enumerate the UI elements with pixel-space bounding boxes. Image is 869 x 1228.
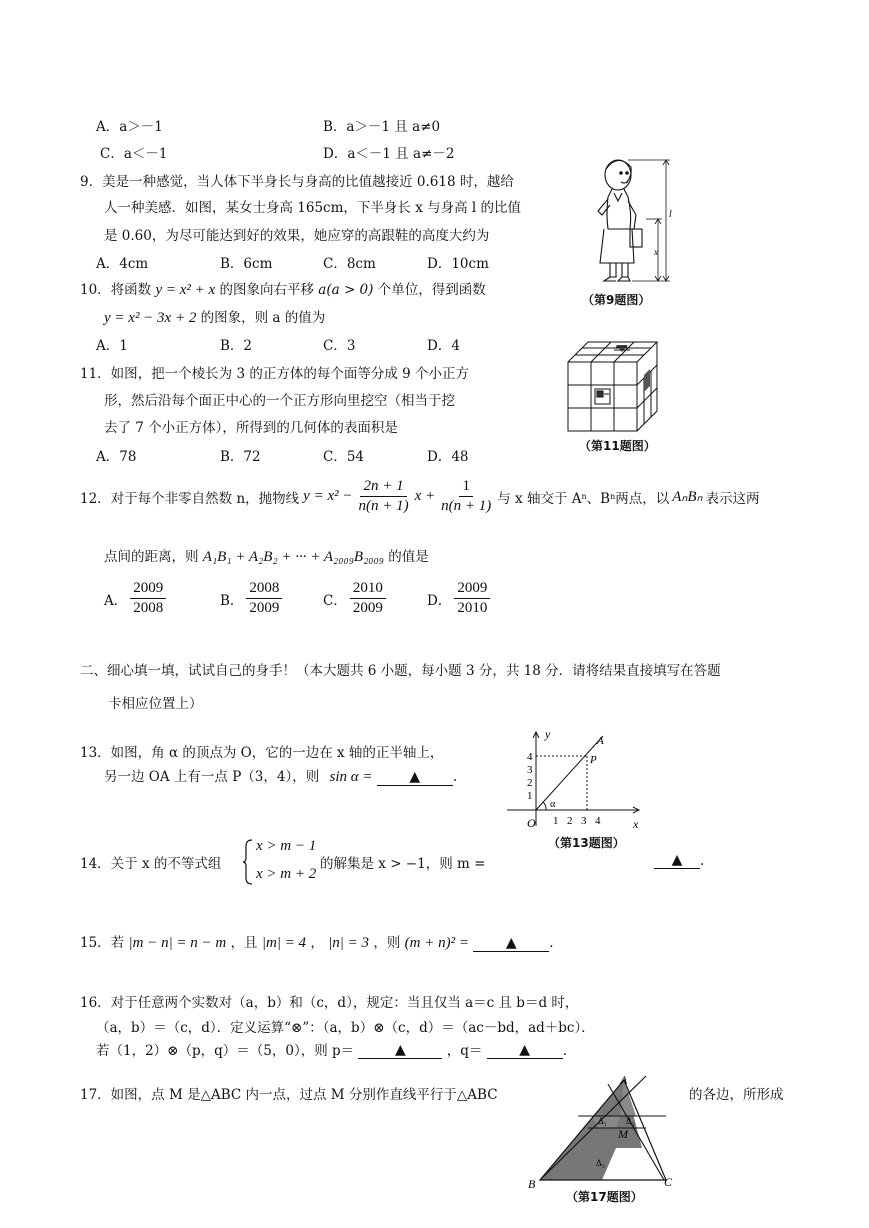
q13-tick-y4: 4	[527, 751, 533, 763]
q16-line2: （a，b）＝（c，d）．定义运算“⊗”：（a，b）⊗（c，d）＝（ac－bd，ad＋bc）．	[96, 1020, 595, 1036]
q16-q-blank-marker: ▲	[519, 1042, 531, 1058]
q11-line2: 形，然后沿每个面正中心的一个正方形向里挖空（相当于挖	[104, 393, 455, 409]
q17-label-a: A	[620, 1073, 628, 1087]
q12-option-d-label: D．	[427, 592, 452, 609]
q13-axis-y: y	[545, 728, 551, 741]
q13-line2: 另一边 OA 上有一点 P（3，4），则 sin α = ▲ .	[104, 769, 458, 785]
q17-line1-a: 17．如图，点 M 是△ABC 内一点，过点 M 分别作直线平行于△ABC	[80, 1087, 498, 1103]
q15-expr1: |m − n| = n − m	[128, 935, 227, 951]
q10-option-b: B．2	[220, 338, 253, 354]
q17-label-t1: Δ₁	[598, 1116, 607, 1126]
q12-expr-b: x +	[414, 488, 436, 504]
q11-line3: 去了 7 个小正方体），所得到的几何体的表面积是	[104, 420, 398, 436]
q11-option-a: A．78	[96, 449, 137, 465]
q9-label-x: x	[654, 247, 658, 257]
q12-option-c-num: 2010	[350, 580, 386, 599]
q13-answer-blank[interactable]	[377, 769, 453, 786]
q14-tail: 的解集是 x > −1，则 m =	[320, 856, 486, 872]
section2-heading: 二、细心填一填，试试自己的身手！（本大题共 6 小题，每小题 3 分，共 18 分．请将结果直接填写在答题	[80, 663, 721, 679]
q13-caption: （第13题图）	[548, 836, 625, 850]
q10-func1: y = x² + x	[155, 282, 216, 298]
q12-option-c-label: C．	[323, 592, 347, 609]
q12-line2	[104, 545, 429, 566]
q16-p-blank-marker: ▲	[395, 1042, 406, 1058]
q10-line1-c: 的图象向右平移	[219, 282, 314, 298]
q10-shift: a(a > 0)	[318, 282, 374, 298]
q13-tick-x2: 2	[567, 815, 573, 827]
q13-line2-a: 另一边 OA 上有一点 P（3，4），则	[104, 769, 320, 785]
q9-option-a: A．4cm	[96, 256, 149, 272]
q12-frac1-num: 2n + 1	[360, 478, 406, 497]
q12-option-c	[323, 580, 389, 617]
q13-line1: 13．如图，角 α 的顶点为 O，它的一边在 x 轴的正半轴上，	[80, 745, 444, 761]
q13-coordinate-figure	[505, 728, 645, 834]
q10-option-d: D．4	[427, 338, 460, 354]
q12-line2-c: 的值是	[388, 549, 429, 565]
q16-line3-a: 若（1，2）⊗（p，q）＝（5，0），则 p＝	[96, 1043, 355, 1059]
q12-frac2-num: 1	[459, 478, 473, 497]
q10-line2-b: 的图象，则 a 的值为	[200, 310, 326, 326]
q9-label-l: l	[669, 209, 672, 220]
q13-tick-y1: 1	[527, 790, 533, 802]
q13-sin-expr: sin α =	[329, 769, 373, 785]
q12-expr-a: y = x² −	[303, 488, 353, 504]
q16-line3-b: ，q＝	[446, 1043, 483, 1059]
q12-tail-c: 两点，以	[615, 490, 670, 507]
q14-row2: x > m + 2	[256, 866, 317, 882]
q11-option-d: D．48	[427, 449, 469, 465]
q12-option-b	[220, 580, 285, 617]
q13-tick-y3: 3	[527, 764, 533, 776]
q12-line2-a: 点间的距离，则	[104, 549, 199, 565]
q11-option-b: B．72	[220, 449, 261, 465]
q12-tail-a: 与 x 轴交于 A	[497, 490, 582, 507]
q13-label-p: P	[590, 754, 597, 766]
q17-caption: （第17题图）	[566, 1190, 643, 1204]
q14-brace	[242, 838, 254, 886]
q12-option-d	[427, 580, 493, 617]
q17-label-c: C	[664, 1175, 673, 1189]
q9-line1: 9．美是一种感觉，当人体下半身长与身高的比值越接近 0.618 时，越给	[80, 174, 514, 190]
q12-tail-e: 表示这两	[705, 490, 760, 507]
q8-option-d: D．a＜－1 且 a≠－2	[323, 146, 455, 162]
q12-option-a	[104, 580, 169, 617]
q9-caption: （第9题图）	[582, 293, 651, 307]
q15-line: 15．若 |m − n| = n − m ，且 |m| = 4 ， |n| = 3 ，则 (m + n)² = ▲ .	[80, 935, 554, 951]
q15-lead: 15．若	[80, 935, 125, 951]
q10-option-a: A．1	[96, 338, 128, 354]
q10-line1-e: 个单位，得到函数	[377, 282, 486, 298]
q14-row1: x > m − 1	[256, 838, 317, 854]
q11-option-c: C．54	[323, 449, 365, 465]
q11-caption: （第11题图）	[579, 439, 656, 453]
q10-line1-a: 10．将函数	[80, 282, 152, 298]
q17-label-t3: Δ₃	[596, 1158, 605, 1168]
q9-woman-figure	[588, 155, 680, 289]
q12-option-a-label: A．	[104, 592, 128, 609]
q9-option-b: B．6cm	[220, 256, 273, 272]
q16-p-blank[interactable]	[358, 1042, 442, 1059]
q14-answer: ▲ .	[654, 852, 704, 869]
q8-option-c: C．a＜－1	[100, 146, 168, 162]
q12-lead: 12．对于每个非零自然数 n，抛物线	[80, 490, 300, 507]
q15-expr2: |m| = 4	[261, 935, 307, 951]
q12-option-a-den: 2008	[133, 600, 164, 616]
q15-mid2: ，	[310, 935, 324, 951]
section2-heading-cont: 卡相应位置上）	[108, 696, 203, 712]
q12-option-c-den: 2009	[352, 600, 383, 616]
q11-line1: 11．如图，把一个棱长为 3 的正方体的每个面等分成 9 个小正方	[80, 366, 470, 382]
q17-triangle-figure	[526, 1070, 682, 1192]
q13-tick-y2: 2	[527, 777, 533, 789]
q10-line1	[80, 278, 486, 299]
q17-label-t2: Δ₂	[626, 1116, 635, 1126]
q12-fraction-1	[355, 478, 411, 515]
q9-line3: 是 0.60，为尽可能达到好的效果，她应穿的高跟鞋的高度大约为	[104, 228, 490, 244]
q13-label-alpha: α	[550, 799, 556, 810]
q15-expr3: |n| = 3	[328, 935, 370, 951]
q15-expr4: (m + n)² =	[404, 935, 469, 951]
q12-sum-expr: A₁B₁ + A₂B₂ + ··· + A₂₀₀₉B₂₀₀₉	[202, 549, 384, 565]
q14-lead: 14．关于 x 的不等式组	[80, 856, 222, 872]
q12-fraction-2	[438, 478, 494, 515]
q12-option-b-label: B．	[220, 592, 244, 609]
q16-line3: 若（1，2）⊗（p，q）＝（5，0），则 p＝ ▲ ，q＝ ▲ .	[96, 1042, 567, 1059]
q9-line2: 人一种美感．如图，某女士身高 165cm，下半身长 x 与身高 l 的比值	[104, 200, 522, 216]
q10-line2	[104, 306, 325, 327]
q17-line1-b: 的各边，所形成	[689, 1087, 784, 1103]
q15-blank-marker: ▲	[505, 935, 517, 951]
q12-option-a-num: 2009	[130, 580, 166, 599]
q10-option-c: C．3	[323, 338, 356, 354]
q12-frac1-den: n(n + 1)	[358, 498, 409, 514]
q14-answer-blank[interactable]	[654, 852, 700, 869]
q13-label-o: O	[527, 816, 536, 830]
q13-axis-x: x	[633, 817, 639, 831]
q12-frac2-den: n(n + 1)	[441, 498, 492, 514]
q17-label-m: M	[618, 1127, 628, 1141]
q10-func2: y = x² − 3x + 2	[104, 310, 197, 326]
q16-line1: 16．对于任意两个实数对（a，b）和（c，d），规定：当且仅当 a＝c 且 b＝d 时，	[80, 995, 579, 1011]
q15-mid1: ，且	[230, 935, 258, 951]
q13-label-a: A	[597, 735, 604, 747]
q12-tail-d: AₙBₙ	[672, 489, 703, 505]
q13-tick-x4: 4	[595, 815, 601, 827]
q12-tail-b: 、B	[586, 490, 611, 507]
q15-answer-blank[interactable]	[473, 935, 549, 952]
q12-option-d-den: 2010	[457, 600, 488, 616]
q12-option-b-den: 2009	[249, 600, 280, 616]
q12-option-d-num: 2009	[454, 580, 490, 599]
q12-line1: 12．对于每个非零自然数 n，抛物线 y = x² − $\frac{2n + 1}{n(n + 1)}$ x + $\frac{1}{n(n + 1)}$ 与 x 轴交于 A n 、B n 两点，以 AₙBₙ 表示这两	[80, 478, 760, 514]
q8-option-b: B．a＞－1 且 a≠0	[323, 119, 441, 135]
q11-cube-figure	[566, 340, 660, 432]
q15-mid3: ，则	[373, 935, 401, 951]
q16-q-blank[interactable]	[487, 1042, 563, 1059]
q13-blank-marker: ▲	[409, 769, 421, 785]
q17-label-b: B	[528, 1177, 536, 1191]
q9-option-c: C．8cm	[323, 256, 376, 272]
q13-tick-x1: 1	[553, 815, 559, 827]
q13-tick-x3: 3	[581, 815, 587, 827]
q14-blank-marker: ▲	[671, 852, 683, 868]
q9-option-d: D．10cm	[427, 256, 489, 272]
q8-option-a: A．a＞－1	[96, 119, 163, 135]
q12-option-b-num: 2008	[246, 580, 282, 599]
